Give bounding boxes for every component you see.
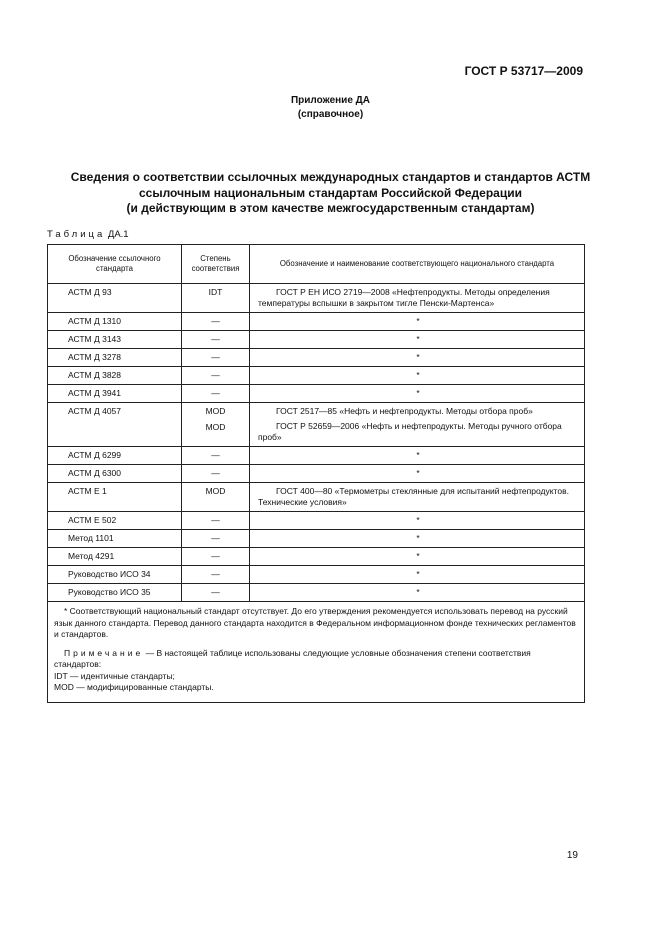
cell-ref: АСТМ Д 4057 (48, 403, 182, 447)
cell-national (250, 566, 585, 584)
section-title-line-3: (и действующим в этом качестве межгосударственным стандартам) (126, 201, 535, 215)
table-row (48, 349, 585, 367)
cell-ref: АСТМ Д 93 (48, 284, 182, 313)
correspondence-table (47, 244, 585, 703)
cell-ref: АСТМ Д 1310 (48, 313, 182, 331)
document-number: ГОСТ Р 53717—2009 (464, 64, 583, 78)
cell-ref: АСТМ Д 3278 (48, 349, 182, 367)
cell-ref: Руководство ИСО 34 (48, 566, 182, 584)
table-notes (48, 602, 585, 703)
footnote-text: * Соответствующий национальный стандарт отсутствует. До его утверждения рекомендуется использовать перевод на русский язык данного стандарта. Перевод данного стандарта находится в Федеральном информационном фонде технических регламентов и стандартов. (54, 606, 576, 639)
cell-national (250, 385, 585, 403)
absent-marker: * (416, 551, 420, 561)
absent-marker: * (416, 450, 420, 460)
cell-national (250, 367, 585, 385)
table-notes-row (48, 602, 585, 703)
table-header-row (48, 245, 585, 284)
absent-marker: * (416, 388, 420, 398)
table-label-word: Таблица (47, 229, 106, 240)
cell-ref: АСТМ Е 1 (48, 483, 182, 512)
absent-marker: * (416, 587, 420, 597)
absent-marker: * (416, 533, 420, 543)
cell-degree (182, 367, 250, 385)
table-row (48, 566, 585, 584)
cell-ref: Метод 4291 (48, 548, 182, 566)
degree-value: — (211, 587, 220, 597)
column-header-national: Обозначение и наименование соответствующего национального стандарта (250, 245, 585, 284)
cell-national (250, 313, 585, 331)
national-standard-text: ГОСТ 2517—85 «Нефть и нефтепродукты. Методы отбора проб» (276, 406, 533, 416)
cell-ref: АСТМ Д 6299 (48, 447, 182, 465)
cell-national (250, 530, 585, 548)
cell-national (250, 331, 585, 349)
note-label: Примечание (64, 647, 144, 658)
degree-value: — (211, 569, 220, 579)
cell-degree (182, 313, 250, 331)
cell-national (250, 284, 585, 313)
cell-degree (182, 483, 250, 512)
degree-value: — (211, 316, 220, 326)
absent-marker: * (416, 569, 420, 579)
cell-ref: АСТМ Д 3941 (48, 385, 182, 403)
table-row (48, 483, 585, 512)
table-row (48, 367, 585, 385)
cell-national (250, 512, 585, 530)
cell-degree (182, 447, 250, 465)
cell-ref: Метод 1101 (48, 530, 182, 548)
degree-value: — (211, 370, 220, 380)
national-standard-text: ГОСТ Р ЕН ИСО 2719—2008 «Нефтепродукты. Методы определения температуры вспышки в закрытом тигле Пенски-Мартенса» (258, 287, 550, 308)
degree-value: — (211, 352, 220, 362)
cell-ref: Руководство ИСО 35 (48, 584, 182, 602)
degree-value: MOD (205, 422, 226, 432)
table-label-id: ДА.1 (107, 229, 129, 240)
degree-value: — (211, 515, 220, 525)
column-header-degree: Степень соответствия (182, 245, 250, 284)
table-row (48, 512, 585, 530)
absent-marker: * (416, 370, 420, 380)
section-title-line-1: Сведения о соответствии ссылочных международных стандартов и стандартов АСТМ (70, 170, 591, 184)
absent-marker: * (416, 334, 420, 344)
cell-degree (182, 349, 250, 367)
cell-national (250, 483, 585, 512)
note-text: — В настоящей таблице использованы следующие условные обозначения степени соответствия стандартов: (54, 647, 531, 669)
degree-value: — (211, 468, 220, 478)
cell-national (250, 548, 585, 566)
cell-degree (182, 512, 250, 530)
degree-value: — (211, 551, 220, 561)
degree-value: — (211, 533, 220, 543)
degree-value: IDT (208, 287, 223, 297)
note-idt: IDT — идентичные стандарты; (54, 670, 175, 681)
degree-value: MOD (205, 406, 226, 416)
absent-marker: * (416, 316, 420, 326)
cell-ref: АСТМ Е 502 (48, 512, 182, 530)
column-header-ref: Обозначение ссылочного стандарта (48, 245, 182, 284)
section-title-line-2: ссылочным национальным стандартам Российской Федерации (139, 185, 522, 200)
table-row (48, 548, 585, 566)
table-row (48, 465, 585, 483)
cell-national (250, 465, 585, 483)
table-row (48, 385, 585, 403)
absent-marker: * (416, 352, 420, 362)
cell-degree (182, 385, 250, 403)
cell-national (250, 349, 585, 367)
table-row (48, 584, 585, 602)
table-label (47, 229, 129, 240)
table-row (48, 313, 585, 331)
cell-ref: АСТМ Д 6300 (48, 465, 182, 483)
note-paragraph (54, 648, 578, 671)
table-row (48, 530, 585, 548)
degree-value: — (211, 450, 220, 460)
cell-degree (182, 530, 250, 548)
cell-degree (182, 465, 250, 483)
cell-degree (182, 403, 250, 447)
table-row (48, 447, 585, 465)
cell-degree (182, 584, 250, 602)
table-row (48, 331, 585, 349)
cell-degree (182, 331, 250, 349)
cell-degree (182, 566, 250, 584)
cell-ref: АСТМ Д 3828 (48, 367, 182, 385)
cell-national (250, 403, 585, 447)
national-standard-text: ГОСТ 400—80 «Термометры стеклянные для испытаний нефтепродуктов. Технические условия» (258, 486, 569, 507)
appendix-heading (0, 94, 661, 122)
absent-marker: * (416, 468, 420, 478)
appendix-title: Приложение ДА (290, 95, 371, 106)
table-row (48, 403, 585, 447)
degree-value: — (211, 388, 220, 398)
cell-national (250, 584, 585, 602)
cell-degree (182, 284, 250, 313)
cell-degree (182, 548, 250, 566)
absent-marker: * (416, 515, 420, 525)
cell-ref: АСТМ Д 3143 (48, 331, 182, 349)
page-number: 19 (566, 850, 578, 861)
appendix-subtitle: (справочное) (297, 109, 364, 120)
note-mod: MOD — модифицированные стандарты. (54, 682, 214, 692)
cell-national (250, 447, 585, 465)
table-row (48, 284, 585, 313)
national-standard-text: ГОСТ Р 52659—2006 «Нефть и нефтепродукты. Методы ручного отбора проб» (258, 421, 562, 442)
degree-value: MOD (205, 486, 226, 496)
section-title (60, 170, 601, 217)
degree-value: — (211, 334, 220, 344)
